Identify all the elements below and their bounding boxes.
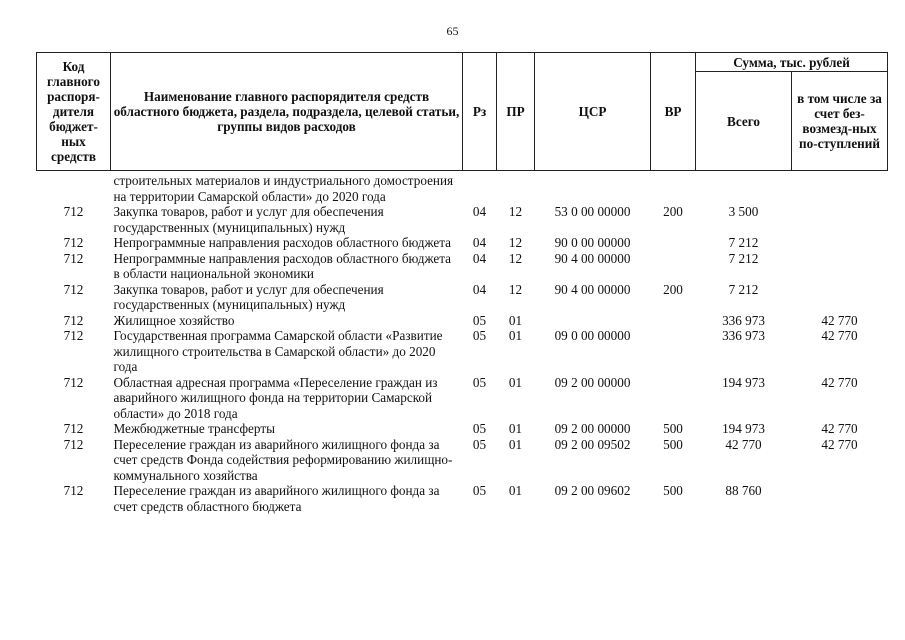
cell-free: 42 770 bbox=[821, 312, 858, 328]
cell-pr: 01 bbox=[508, 483, 523, 498]
cell-pr: 12 bbox=[508, 204, 523, 219]
cell-code: 712 bbox=[63, 281, 84, 297]
cell-name: Переселение граждан из аварийного жилищного фонда за счет средств областного бюджета bbox=[113, 483, 440, 514]
cell-code bbox=[37, 173, 111, 204]
cell-rz: 04 bbox=[472, 250, 487, 266]
cell-free bbox=[792, 235, 888, 251]
cell-pr: 12 bbox=[508, 235, 523, 250]
cell-pr: 12 bbox=[508, 281, 523, 297]
cell-rz: 05 bbox=[472, 436, 487, 452]
header-pr: ПР bbox=[497, 53, 535, 171]
header-sum-group: Сумма, тыс. рублей bbox=[696, 53, 888, 72]
cell-code: 712 bbox=[63, 204, 84, 219]
cell-code: 712 bbox=[63, 374, 84, 390]
cell-free: 42 770 bbox=[821, 374, 858, 390]
table-row bbox=[37, 204, 888, 235]
cell-rz: 04 bbox=[472, 235, 487, 250]
cell-code: 712 bbox=[63, 421, 84, 436]
cell-rz: 05 bbox=[472, 483, 487, 498]
header-vr: ВР bbox=[651, 53, 696, 171]
table-row bbox=[37, 235, 888, 251]
cell-total: 194 973 bbox=[722, 421, 765, 436]
cell-free bbox=[792, 251, 888, 282]
cell-name: Закупка товаров, работ и услуг для обеспечения государственных (муниципальных) нужд bbox=[113, 281, 384, 312]
cell-name: Межбюджетные трансферты bbox=[113, 421, 275, 436]
cell-csr: 09 2 00 00000 bbox=[554, 374, 631, 390]
cell-name: Переселение граждан из аварийного жилищного фонда за счет средств Фонда содействия реформированию жилищно-коммунального хозяйства bbox=[113, 436, 453, 483]
table-row bbox=[37, 375, 888, 422]
cell-name: Жилищное хозяйство bbox=[113, 312, 235, 328]
cell-vr: 200 bbox=[663, 281, 683, 297]
cell-code: 712 bbox=[63, 312, 84, 328]
cell-code: 712 bbox=[63, 436, 84, 452]
cell-code: 712 bbox=[63, 483, 84, 498]
cell-vr: 500 bbox=[663, 483, 683, 498]
cell-csr: 53 0 00 00000 bbox=[554, 204, 631, 219]
cell-free bbox=[792, 173, 888, 204]
budget-table bbox=[36, 52, 888, 514]
cell-csr: 09 0 00 00000 bbox=[554, 328, 631, 343]
cell-vr bbox=[651, 173, 696, 204]
cell-csr bbox=[535, 313, 651, 329]
cell-total: 7 212 bbox=[728, 281, 759, 297]
cell-total: 7 212 bbox=[728, 250, 759, 266]
header-code: Код главного распоря-дителя бюджет-ных средств bbox=[37, 53, 111, 171]
cell-code: 712 bbox=[63, 328, 84, 343]
cell-free bbox=[792, 483, 888, 514]
cell-csr: 90 4 00 00000 bbox=[554, 250, 631, 266]
table-row bbox=[37, 421, 888, 437]
cell-csr: 09 2 00 09502 bbox=[554, 436, 631, 452]
cell-total: 88 760 bbox=[725, 483, 762, 498]
cell-name: Государственная программа Самарской области «Развитие жилищного строительства в Самарской области» до 2020 года bbox=[113, 328, 443, 374]
table-row bbox=[37, 173, 888, 204]
cell-csr bbox=[535, 173, 651, 204]
cell-total: 3 500 bbox=[728, 204, 759, 219]
cell-rz: 05 bbox=[472, 421, 487, 436]
cell-csr: 09 2 00 00000 bbox=[554, 421, 631, 436]
cell-name: Закупка товаров, работ и услуг для обеспечения государственных (муниципальных) нужд bbox=[113, 204, 384, 235]
cell-total: 42 770 bbox=[725, 436, 762, 452]
cell-pr: 12 bbox=[508, 250, 523, 266]
cell-free bbox=[792, 282, 888, 313]
cell-rz: 04 bbox=[472, 204, 487, 219]
cell-pr: 01 bbox=[508, 374, 523, 390]
table-row bbox=[37, 251, 888, 282]
table-row bbox=[37, 328, 888, 375]
cell-total bbox=[696, 173, 792, 204]
table-row bbox=[37, 437, 888, 484]
cell-csr: 09 2 00 09602 bbox=[554, 483, 631, 498]
cell-vr bbox=[651, 375, 696, 422]
table-row bbox=[37, 483, 888, 514]
cell-total: 194 973 bbox=[722, 374, 765, 390]
header-total: Всего bbox=[696, 72, 792, 171]
cell-free: 42 770 bbox=[821, 421, 858, 436]
header-free: в том числе за счет без-возмезд-ных по-ступлений bbox=[792, 72, 888, 171]
header-csr: ЦСР bbox=[535, 53, 651, 171]
cell-name: Непрограммные направления расходов областного бюджета bbox=[113, 235, 452, 250]
cell-vr bbox=[651, 313, 696, 329]
cell-code: 712 bbox=[63, 235, 84, 250]
cell-rz bbox=[463, 173, 497, 204]
page-number: 65 bbox=[446, 24, 459, 38]
cell-free bbox=[792, 204, 888, 235]
cell-code: 712 bbox=[63, 250, 84, 266]
cell-vr bbox=[651, 235, 696, 251]
cell-vr: 200 bbox=[663, 204, 683, 219]
cell-pr: 01 bbox=[508, 312, 523, 328]
cell-pr bbox=[497, 173, 535, 204]
cell-vr bbox=[651, 328, 696, 375]
cell-rz: 05 bbox=[472, 312, 487, 328]
cell-total: 7 212 bbox=[728, 235, 759, 250]
cell-total: 336 973 bbox=[722, 312, 765, 328]
table-header bbox=[37, 53, 888, 171]
cell-name: строительных материалов и индустриального домостроения на территории Самарской области» до 2020 года bbox=[113, 173, 454, 204]
header-rz: Рз bbox=[463, 53, 497, 171]
header-name: Наименование главного распорядителя средств областного бюджета, раздела, подраздела, целевой статьи, группы видов расходов bbox=[111, 53, 463, 171]
cell-rz: 04 bbox=[472, 281, 487, 297]
cell-free: 42 770 bbox=[821, 328, 858, 343]
cell-vr bbox=[651, 251, 696, 282]
cell-vr: 500 bbox=[663, 436, 683, 452]
cell-name: Областная адресная программа «Переселение граждан из аварийного жилищного фонда на территории Самарской области» до 2018 года bbox=[113, 374, 438, 421]
cell-rz: 05 bbox=[472, 328, 487, 343]
cell-pr: 01 bbox=[508, 421, 523, 436]
cell-vr: 500 bbox=[663, 421, 683, 436]
cell-name: Непрограммные направления расходов областного бюджета в области национальной экономики bbox=[113, 250, 452, 281]
table-row bbox=[37, 313, 888, 329]
cell-free: 42 770 bbox=[821, 436, 858, 452]
cell-csr: 90 4 00 00000 bbox=[554, 281, 631, 297]
cell-csr: 90 0 00 00000 bbox=[554, 235, 631, 250]
cell-pr: 01 bbox=[508, 328, 523, 343]
cell-total: 336 973 bbox=[722, 328, 765, 343]
table-body bbox=[37, 171, 888, 515]
cell-pr: 01 bbox=[508, 436, 523, 452]
table-row bbox=[37, 282, 888, 313]
cell-rz: 05 bbox=[472, 374, 487, 390]
